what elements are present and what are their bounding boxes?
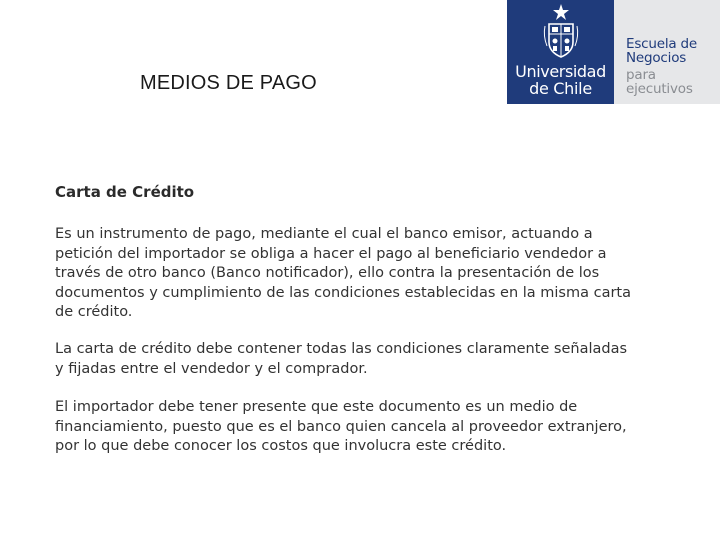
section-heading: Carta de Crédito	[55, 183, 195, 201]
paragraph-line: El importador debe tener presente que este documento es un medio de	[55, 399, 578, 415]
paragraph-financing	[55, 398, 695, 457]
logo-school-line3: para	[626, 67, 656, 83]
paragraph-line: petición del importador se obliga a hacer el pago al beneficiario vendedor a	[55, 245, 607, 262]
paragraph-line: documentos y cumplimiento de las condiciones establecidas en la misma carta	[55, 284, 631, 301]
paragraph-conditions	[55, 340, 695, 379]
paragraph-definition	[55, 225, 695, 323]
slide-title: MEDIOS DE PAGO	[140, 72, 317, 94]
logo-school-line2: Negocios	[626, 50, 687, 66]
paragraph-line: Es un instrumento de pago, mediante el cual el banco emisor, actuando a	[55, 226, 593, 242]
logo-school-line1: Escuela de	[626, 36, 698, 52]
paragraph-line: de crédito.	[55, 304, 133, 320]
logo-university-line1: Universidad	[515, 62, 606, 81]
logo-university-panel	[507, 0, 614, 104]
paragraph-line: través de otro banco (Banco notificador), ello contra la presentación de los	[55, 265, 600, 281]
paragraph-line: por lo que debe conocer los costos que involucra este crédito.	[55, 438, 507, 454]
logo-school-panel	[614, 0, 720, 104]
logo-university-line2: de Chile	[529, 79, 592, 98]
university-logo	[507, 0, 720, 104]
university-crest-icon	[541, 4, 581, 58]
paragraph-line: y fijadas entre el vendedor y el comprador.	[55, 360, 368, 377]
paragraph-line: financiamiento, puesto que es el banco quien cancela al proveedor extranjero,	[55, 418, 627, 435]
paragraph-line: La carta de crédito debe contener todas las condiciones claramente señaladas	[55, 341, 628, 357]
logo-school-line4: ejecutivos	[626, 81, 693, 97]
